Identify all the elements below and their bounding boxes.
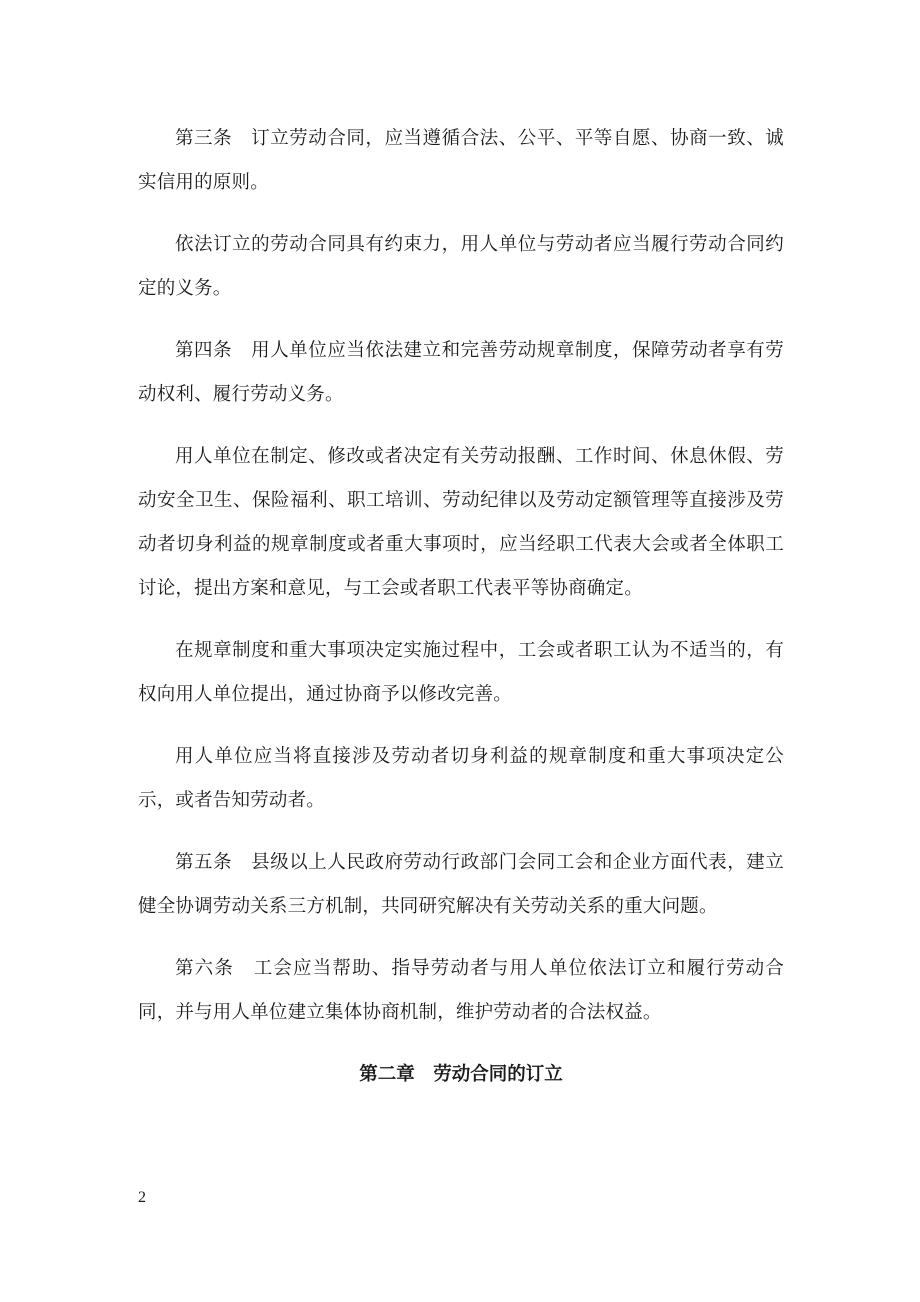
chapter-heading: 第二章 劳动合同的订立 — [359, 1064, 563, 1085]
article-4-publicity-paragraph: 用人单位应当将直接涉及劳动者切身利益的规章制度和重大事项决定公示，或者告知劳动者。 — [138, 746, 784, 811]
article-3-binding-paragraph: 依法订立的劳动合同具有约束力，用人单位与劳动者应当履行劳动合同约定的义务。 — [138, 234, 784, 299]
article-4-revision-paragraph: 在规章制度和重大事项决定实施过程中，工会或者职工认为不适当的，有权向用人单位提出，通过协商予以修改完善。 — [138, 640, 784, 705]
article-3-paragraph: 第三条 订立劳动合同，应当遵循合法、公平、平等自愿、协商一致、诚实信用的原则。 — [138, 128, 784, 193]
article-6-paragraph: 第六条 工会应当帮助、指导劳动者与用人单位依法订立和履行劳动合同，并与用人单位建立集体协商机制，维护劳动者的合法权益。 — [138, 958, 784, 1023]
page-number: 2 — [138, 1189, 146, 1206]
page-body — [138, 117, 784, 1097]
article-5-paragraph: 第五条 县级以上人民政府劳动行政部门会同工会和企业方面代表，建立健全协调劳动关系三方机制，共同研究解决有关劳动关系的重大问题。 — [138, 852, 784, 917]
article-4-rules-paragraph: 用人单位在制定、修改或者决定有关劳动报酬、工作时间、休息休假、劳动安全卫生、保险福利、职工培训、劳动纪律以及劳动定额管理等直接涉及劳动者切身利益的规章制度或者重大事项时，应当经职工代表大会或者全体职工讨论，提出方案和意见，与工会或者职工代表平等协商确定。 — [138, 446, 784, 599]
article-4-paragraph: 第四条 用人单位应当依法建立和完善劳动规章制度，保障劳动者享有劳动权利、履行劳动义务。 — [138, 340, 784, 405]
